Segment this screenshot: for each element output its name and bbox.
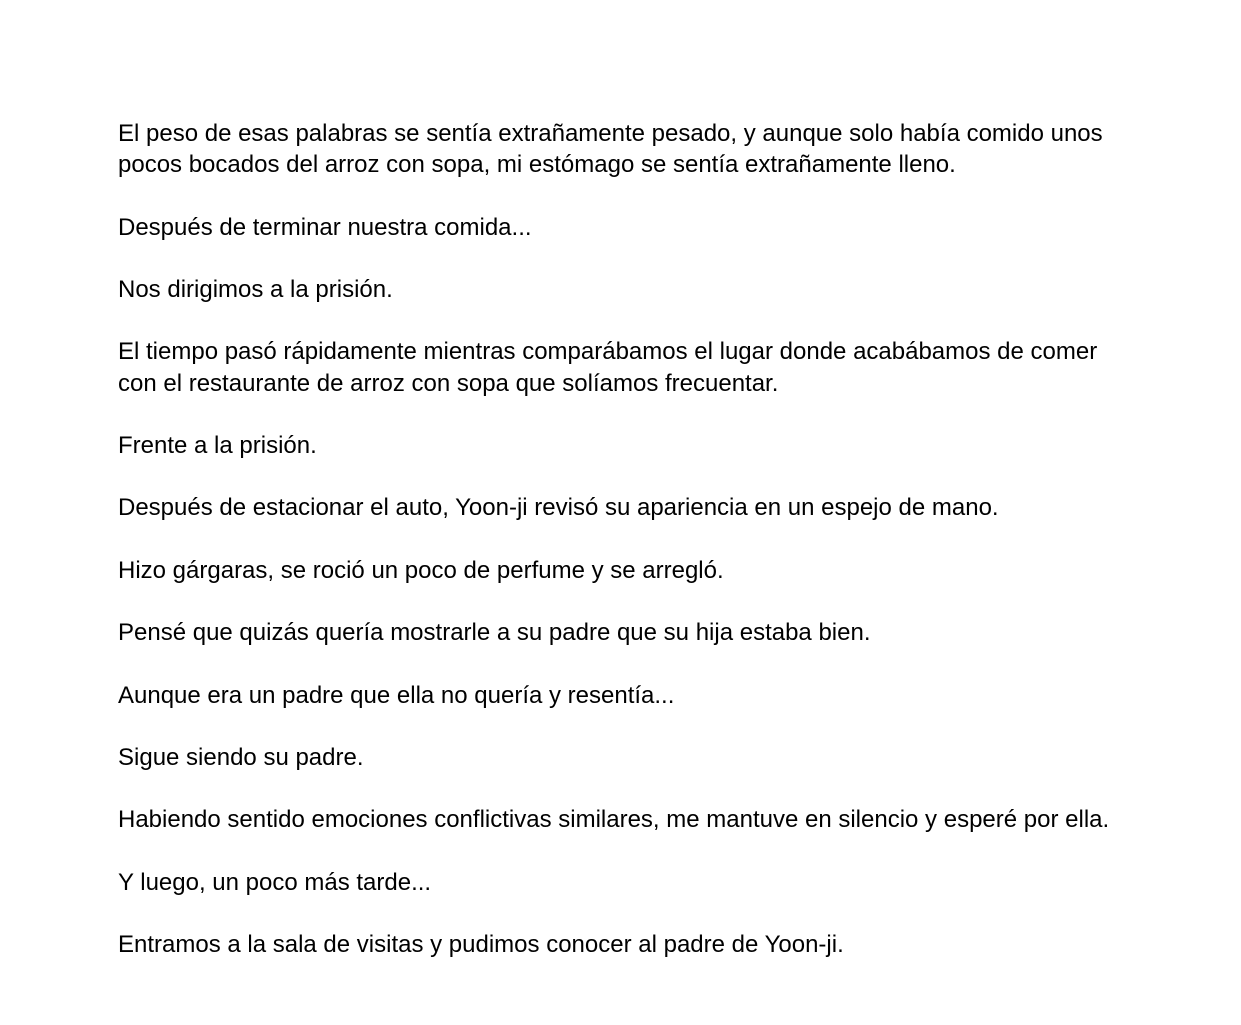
paragraph-12: Y luego, un poco más tarde... [118, 868, 432, 896]
paragraph-5: Frente a la prisión. [118, 431, 317, 459]
paragraph-8: Pensé que quizás quería mostrarle a su padre que su hija estaba bien. [118, 619, 871, 647]
paragraph-10: Sigue siendo su padre. [118, 743, 364, 771]
paragraph-1: El peso de esas palabras se sentía extrañamente pesado, y aunque solo había comido unos pocos bocados del arroz con sopa, mi estómago se sentía extrañamente lleno. [118, 120, 1103, 179]
paragraph-7: Hizo gárgaras, se roció un poco de perfume y se arregló. [118, 556, 724, 584]
paragraph-4: El tiempo pasó rápidamente mientras comparábamos el lugar donde acabábamos de comer con el restaurante de arroz con sopa que solíamos frecuentar. [118, 338, 1098, 397]
document-body [118, 118, 1128, 991]
paragraph-11: Habiendo sentido emociones conflictivas similares, me mantuve en silencio y esperé por ella. [118, 806, 1110, 834]
paragraph-6: Después de estacionar el auto, Yoon-ji revisó su apariencia en un espejo de mano. [118, 494, 999, 522]
paragraph-13: Entramos a la sala de visitas y pudimos conocer al padre de Yoon-ji. [118, 931, 844, 959]
paragraph-9: Aunque era un padre que ella no quería y resentía... [118, 681, 675, 709]
paragraph-3: Nos dirigimos a la prisión. [118, 275, 393, 303]
paragraph-2: Después de terminar nuestra comida... [118, 213, 532, 241]
